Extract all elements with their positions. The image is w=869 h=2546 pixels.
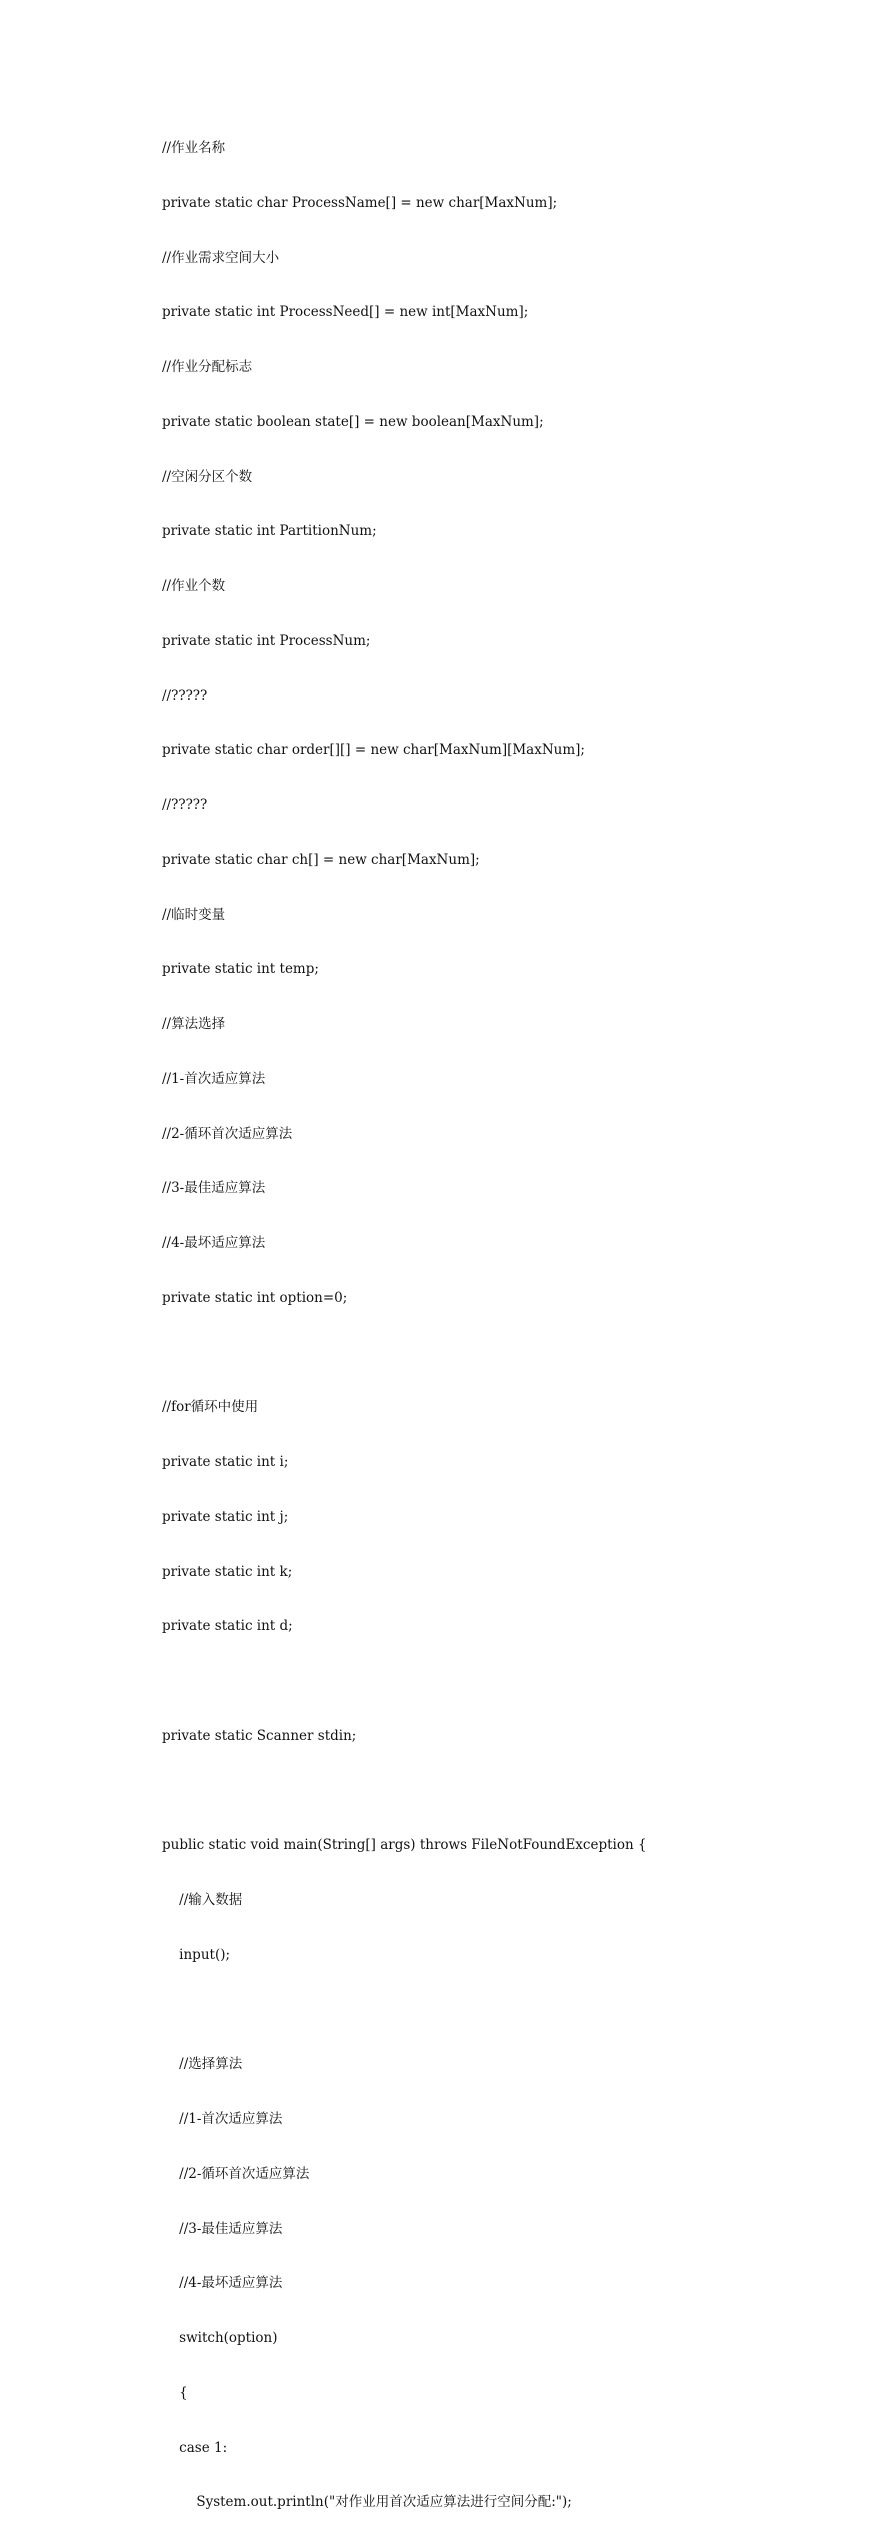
code-line: private static char ProcessName[] = new char[MaxNum]; bbox=[162, 194, 558, 211]
code-line: input(); bbox=[162, 1946, 231, 1963]
code-line: //输入数据 bbox=[162, 1892, 243, 1908]
code-line: //4-最坏适应算法 bbox=[162, 2275, 283, 2292]
code-line: //作业需求空间大小 bbox=[162, 249, 280, 266]
code-line: //????? bbox=[162, 797, 208, 813]
code-line: private static int i; bbox=[162, 1454, 289, 1470]
code-line: private static int temp; bbox=[162, 961, 319, 978]
code-line: private static boolean state[] = new boolean[MaxNum]; bbox=[162, 413, 544, 430]
code-line: //3-最佳适应算法 bbox=[162, 2220, 283, 2237]
code-line: //????? bbox=[162, 687, 208, 704]
code-line: public static void main(String[] args) throws FileNotFoundException { bbox=[162, 1837, 647, 1854]
code-line bbox=[162, 1342, 842, 1365]
code-line: //4-最坏适应算法 bbox=[162, 1235, 266, 1251]
code-line: //3-最佳适应算法 bbox=[162, 1180, 266, 1197]
code-line: private static char order[][] = new char[MaxNum][MaxNum]; bbox=[162, 742, 585, 759]
code-listing bbox=[162, 105, 842, 2546]
code-line: { bbox=[162, 2384, 188, 2401]
code-line: private static int d; bbox=[162, 1618, 293, 1635]
code-line: private static int PartitionNum; bbox=[162, 523, 377, 540]
code-line bbox=[162, 1670, 842, 1693]
code-line: private static char ch[] = new char[MaxNum]; bbox=[162, 851, 480, 868]
code-line: case 1: bbox=[162, 2439, 228, 2456]
code-line: private static int j; bbox=[162, 1508, 289, 1525]
code-line: //2-循环首次适应算法 bbox=[162, 1125, 293, 1142]
code-line: private static Scanner stdin; bbox=[162, 1727, 357, 1744]
code-line bbox=[162, 1780, 842, 1803]
code-line: //作业名称 bbox=[162, 140, 226, 156]
code-line: //for循环中使用 bbox=[162, 1399, 259, 1416]
code-line: //1-首次适应算法 bbox=[162, 1070, 266, 1087]
code-line: //作业分配标志 bbox=[162, 359, 253, 375]
code-line: System.out.println("对作业用首次适应算法进行空间分配:"); bbox=[162, 2494, 572, 2511]
code-line: private static int ProcessNum; bbox=[162, 632, 371, 649]
code-line: switch(option) bbox=[162, 2330, 278, 2346]
code-line: //算法选择 bbox=[162, 1016, 226, 1032]
code-line: private static int k; bbox=[162, 1563, 293, 1580]
code-line: //空闲分区个数 bbox=[162, 468, 253, 485]
code-line: private static int ProcessNeed[] = new int[MaxNum]; bbox=[162, 304, 529, 321]
code-line bbox=[162, 1999, 842, 2022]
code-line: private static int option=0; bbox=[162, 1289, 348, 1306]
code-line: //选择算法 bbox=[162, 2056, 243, 2073]
code-line: //1-首次适应算法 bbox=[162, 2111, 283, 2127]
code-line: //2-循环首次适应算法 bbox=[162, 2165, 310, 2182]
code-line: //临时变量 bbox=[162, 906, 226, 923]
code-line: //作业个数 bbox=[162, 578, 226, 594]
